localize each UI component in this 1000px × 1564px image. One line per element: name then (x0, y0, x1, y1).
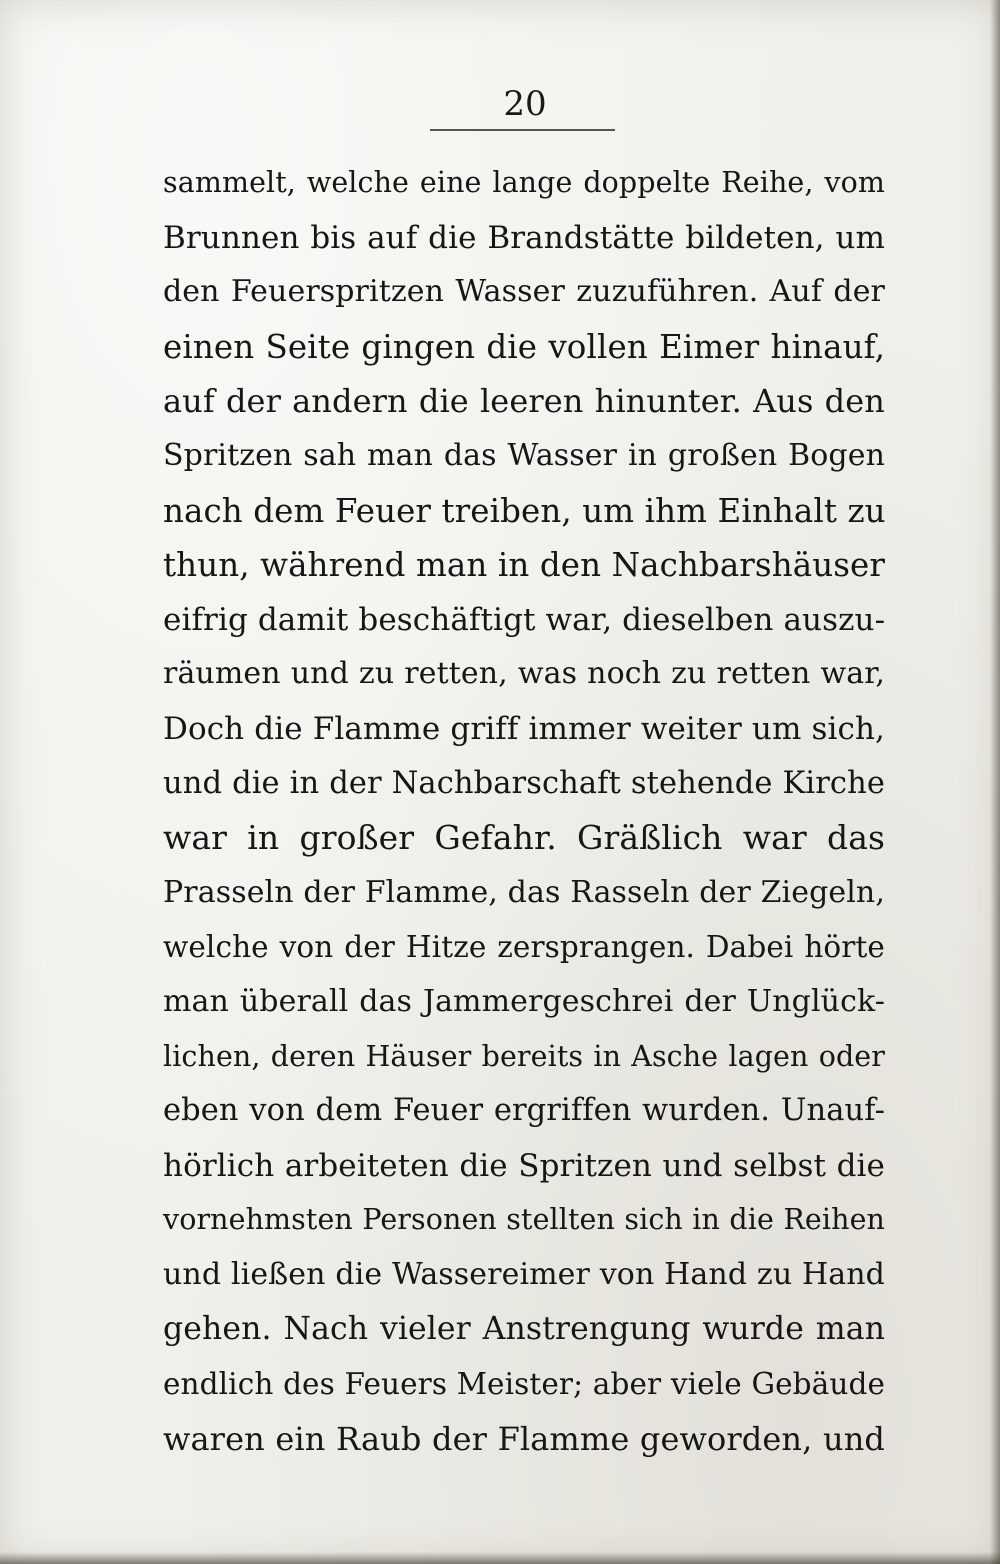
text-line-20: vornehmsten Personen stellten sich in die Reihen (163, 1203, 885, 1237)
page-edge-shadow-bottom (0, 1552, 1000, 1564)
text-line-12: und die in der Nachbarschaft stehende Kirche (163, 765, 885, 801)
body-text (163, 156, 885, 1466)
page-edge-shadow-right (990, 0, 1000, 1564)
text-line-15: welche von der Hitze zersprangen. Dabei hörte (163, 930, 885, 965)
text-line-13: war in großer Gefahr. Gräßlich war das (163, 818, 885, 858)
text-line-4: einen Seite gingen die vollen Eimer hinauf, (163, 327, 885, 366)
text-line-7: nach dem Feuer treiben, um ihm Einhalt zu (163, 491, 886, 530)
text-line-19: hörlich arbeiteten die Spritzen und selbst die (163, 1147, 885, 1184)
text-line-11: Doch die Flamme griff immer weiter um sich, (163, 710, 885, 747)
text-line-16: man überall das Jammergeschrei der Unglück- (163, 983, 885, 1019)
text-line-14: Prasseln der Flamme, das Rasseln der Ziegeln, (163, 874, 885, 910)
text-line-10: räumen und zu retten, was noch zu retten war, (163, 656, 885, 692)
text-line-24: waren ein Raub der Flamme geworden, und (163, 1419, 885, 1458)
header-rule (430, 129, 615, 131)
text-line-23: endlich des Feuers Meister; aber viele Gebäude (163, 1367, 885, 1402)
text-line-6: Spritzen sah man das Wasser in großen Bogen (163, 437, 885, 473)
text-line-5: auf der andern die leeren hinunter. Aus den (163, 382, 885, 421)
text-line-3: den Feuerspritzen Wasser zuzuführen. Auf der (163, 274, 885, 310)
page-number: 20 (503, 84, 547, 124)
text-line-2: Brunnen bis auf die Brandstätte bildeten, um (163, 219, 885, 256)
text-line-17: lichen, deren Häuser bereits in Asche lagen oder (163, 1039, 885, 1073)
text-line-9: eifrig damit beschäftigt war, dieselben auszu- (163, 601, 886, 638)
text-line-8: thun, während man in den Nachbarshäuser (163, 546, 885, 585)
text-line-21: und ließen die Wassereimer von Hand zu Hand (163, 1256, 885, 1292)
text-line-22: gehen. Nach vieler Anstrengung wurde man (163, 1311, 885, 1348)
text-line-18: eben von dem Feuer ergriffen wurden. Unauf- (163, 1093, 885, 1129)
text-line-1: sammelt, welche eine lange doppelte Reihe, vom (163, 166, 885, 199)
